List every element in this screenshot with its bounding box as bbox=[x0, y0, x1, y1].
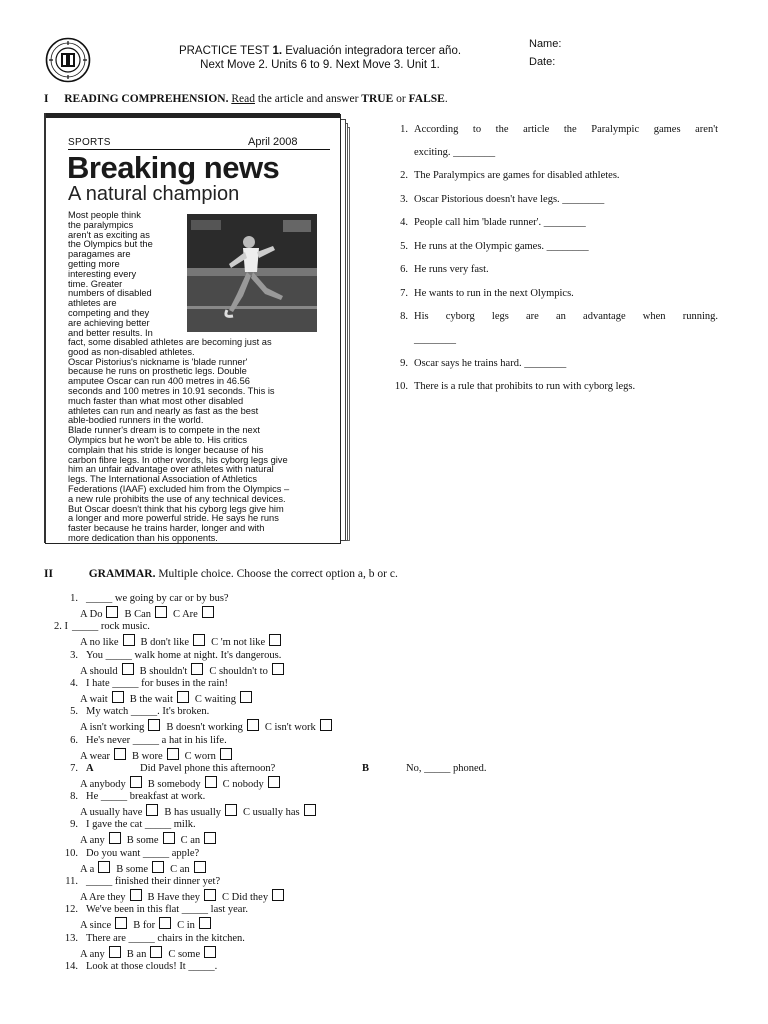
section-1-period: . bbox=[444, 93, 448, 105]
grammar-options bbox=[80, 861, 210, 876]
option-checkbox[interactable] bbox=[199, 917, 211, 929]
option-label: A anybody bbox=[80, 778, 126, 790]
option-label: C worn bbox=[184, 750, 216, 762]
article-line: the paralympics bbox=[68, 219, 134, 230]
option-label: C usually has bbox=[243, 807, 300, 819]
option-label: A usually have bbox=[80, 807, 143, 819]
grammar-question bbox=[44, 592, 229, 605]
article-section: SPORTS bbox=[68, 137, 111, 148]
grammar-question-number: 7. bbox=[70, 762, 78, 774]
tf-question-number: 2. bbox=[400, 170, 408, 181]
grammar-question-text: We've been in this flat _____ last year. bbox=[86, 904, 249, 916]
option-checkbox[interactable] bbox=[205, 776, 217, 788]
option-label: B shouldn't bbox=[139, 665, 188, 677]
grammar-question bbox=[44, 734, 227, 747]
clipping-top-edge bbox=[44, 113, 340, 118]
grammar-question-number: 8. bbox=[70, 791, 78, 803]
article-line: paragames are bbox=[68, 249, 131, 260]
article-line: are achieving better bbox=[68, 317, 150, 328]
article-subhead: A natural champion bbox=[68, 183, 240, 205]
option-checkbox[interactable] bbox=[148, 719, 160, 731]
tf-question-text: The Paralympics are games for disabled athletes. bbox=[414, 170, 620, 181]
grammar-question-number: 11. bbox=[65, 876, 78, 887]
option-label: A any bbox=[80, 835, 105, 847]
title-units: Next Move 2. Units 6 to 9. Next Move 3. Unit 1. bbox=[200, 59, 440, 71]
grammar-question-number: 14. bbox=[64, 960, 78, 972]
article-line: getting more bbox=[68, 258, 120, 269]
article-line: more dedication than his opponents. bbox=[68, 532, 218, 543]
option-label: A a bbox=[80, 863, 95, 875]
section-2-numeral: II bbox=[44, 568, 53, 580]
section-1-instruction: the article and answer bbox=[254, 93, 362, 105]
article-headline: Breaking news bbox=[67, 150, 280, 185]
tf-question-text: ________ bbox=[414, 334, 456, 345]
option-checkbox[interactable] bbox=[155, 606, 167, 618]
article-line: him an unfair advantage over athletes with natural bbox=[68, 464, 274, 475]
tf-question-number: 3. bbox=[400, 194, 408, 205]
option-checkbox[interactable] bbox=[320, 719, 332, 731]
option-checkbox[interactable] bbox=[150, 946, 162, 958]
option-label: C shouldn't to bbox=[209, 665, 268, 677]
article-line: a longer and more powerful stride. He says he runs bbox=[68, 513, 279, 524]
grammar-question-number: 13. bbox=[64, 932, 78, 944]
article-line: much faster than what most other disabled bbox=[68, 395, 244, 406]
option-checkbox[interactable] bbox=[269, 634, 281, 646]
tf-question-number: 1. bbox=[400, 124, 408, 135]
test-title bbox=[160, 44, 480, 72]
option-label: A isn't working bbox=[80, 722, 145, 734]
grammar-question-text: _____ rock music. bbox=[72, 621, 150, 633]
option-checkbox[interactable] bbox=[204, 889, 216, 901]
option-label: C isn't work bbox=[264, 722, 316, 734]
option-label: B wore bbox=[132, 750, 163, 762]
date-label: Date: bbox=[529, 56, 556, 68]
option-label: B some bbox=[126, 835, 159, 847]
tf-question-text: He wants to run in the next Olympics. bbox=[414, 288, 574, 299]
option-label: B the wait bbox=[129, 693, 173, 705]
article-line: and better results. In bbox=[68, 327, 153, 338]
grammar-options bbox=[80, 804, 320, 819]
tf-question-number: 10. bbox=[394, 381, 408, 392]
or-word: or bbox=[393, 93, 409, 105]
option-checkbox[interactable] bbox=[152, 861, 164, 873]
option-label: A wait bbox=[80, 693, 108, 705]
grammar-question-text: You _____ walk home at night. It's dangerous. bbox=[86, 649, 282, 661]
tf-question-text: His cyborg legs are an advantage when running. bbox=[414, 311, 718, 322]
grammar-question-number: 10. bbox=[64, 847, 78, 859]
option-label: B an bbox=[126, 948, 147, 960]
option-checkbox[interactable] bbox=[130, 776, 142, 788]
grammar-question bbox=[44, 818, 196, 831]
article-line: Olympics but he won't be able to. His critics bbox=[68, 434, 248, 445]
article-line: Oscar Pistorius's nickname is 'blade runner' bbox=[68, 356, 248, 367]
option-label: A should bbox=[80, 665, 118, 677]
option-label: C in bbox=[177, 920, 195, 932]
school-logo-icon bbox=[45, 37, 91, 83]
grammar-options bbox=[80, 748, 236, 763]
title-suffix: Evaluación integradora tercer año. bbox=[282, 45, 462, 57]
option-label: C 'm not like bbox=[211, 637, 266, 649]
section-2-title: GRAMMAR. bbox=[88, 568, 156, 580]
grammar-question bbox=[44, 677, 228, 690]
title-prefix: PRACTICE TEST bbox=[178, 45, 273, 57]
option-label: C Are bbox=[173, 609, 198, 620]
option-checkbox[interactable] bbox=[177, 691, 189, 703]
tf-question-list bbox=[388, 123, 718, 403]
grammar-question bbox=[44, 960, 217, 973]
grammar-question-text: Look at those clouds! It _____. bbox=[86, 960, 218, 972]
grammar-question-number: 12. bbox=[64, 904, 78, 916]
option-label: A Are they bbox=[80, 892, 126, 903]
option-checkbox[interactable] bbox=[204, 832, 216, 844]
tf-question-number: 6. bbox=[400, 264, 408, 275]
option-label: C waiting bbox=[194, 693, 237, 705]
option-checkbox[interactable] bbox=[122, 663, 134, 675]
article-date: April 2008 bbox=[248, 136, 298, 148]
option-checkbox[interactable] bbox=[272, 889, 284, 901]
grammar-question-number: 6. bbox=[70, 734, 78, 746]
grammar-question-text: I hate _____ for buses in the rain! bbox=[86, 677, 229, 689]
article-line: But Oscar doesn't think that his cyborg legs give him bbox=[68, 503, 284, 514]
newspaper-clipping bbox=[44, 113, 350, 545]
tf-question-text: He runs at the Olympic games. ________ bbox=[414, 241, 589, 252]
tf-question-text: According to the article the Paralympic games aren't bbox=[414, 124, 718, 135]
section-2-instruction: Multiple choice. Choose the correct option a, b or c. bbox=[155, 568, 398, 580]
tf-question-number: 4. bbox=[400, 217, 408, 228]
option-label: C an bbox=[180, 835, 201, 847]
option-checkbox[interactable] bbox=[240, 691, 252, 703]
option-label: C an bbox=[170, 863, 190, 875]
grammar-question bbox=[44, 932, 245, 945]
clipping-left-edge bbox=[44, 113, 46, 543]
option-checkbox[interactable] bbox=[112, 691, 124, 703]
option-label: A since bbox=[80, 920, 112, 932]
grammar-question bbox=[44, 790, 205, 803]
grammar-question-text: He's never _____ a hat in his life. bbox=[86, 734, 227, 746]
article-line: able-bodied runners in the world. bbox=[68, 415, 204, 426]
tf-question-text: People call him 'blade runner'. ________ bbox=[414, 217, 586, 228]
grammar-options bbox=[80, 832, 220, 847]
tf-question-number: 9. bbox=[400, 358, 408, 369]
grammar-options bbox=[80, 917, 215, 932]
section-2-heading bbox=[44, 568, 398, 580]
option-label: B has usually bbox=[164, 807, 221, 819]
article-line: athletes are bbox=[68, 298, 117, 309]
option-checkbox[interactable] bbox=[247, 719, 259, 731]
grammar-question-number: 1. bbox=[70, 593, 78, 604]
option-label: B Can bbox=[124, 609, 152, 620]
article-line: the Olympics but the bbox=[68, 239, 153, 250]
option-label: B doesn't working bbox=[166, 722, 243, 734]
title-number: 1. bbox=[272, 45, 283, 57]
grammar-question bbox=[44, 875, 220, 888]
grammar-question-text: My watch _____. It's broken. bbox=[86, 706, 210, 718]
tf-question-number: 8. bbox=[400, 311, 408, 322]
article-line: amputee Oscar can run 400 metres in 46.56 bbox=[68, 376, 250, 387]
article-line: carbon fibre legs. In other words, his cyborg legs give bbox=[68, 454, 288, 465]
grammar-question-text: There are _____ chairs in the kitchen. bbox=[86, 932, 245, 944]
option-checkbox[interactable] bbox=[191, 663, 203, 675]
option-checkbox[interactable] bbox=[194, 861, 206, 873]
grammar-question-text: Did Pavel phone this afternoon? bbox=[140, 762, 276, 774]
article-line: interesting every bbox=[68, 268, 137, 279]
article-line: a new rule prohibits the use of any technical devices. bbox=[68, 493, 286, 504]
grammar-question bbox=[44, 620, 150, 633]
option-checkbox[interactable] bbox=[109, 832, 121, 844]
tf-question-text: exciting. ________ bbox=[414, 147, 496, 158]
option-checkbox[interactable] bbox=[268, 776, 280, 788]
grammar-question-list bbox=[44, 592, 744, 1012]
grammar-question bbox=[44, 705, 209, 718]
option-label: A any bbox=[80, 948, 105, 960]
option-checkbox[interactable] bbox=[163, 832, 175, 844]
grammar-question bbox=[44, 762, 487, 775]
name-label: Name: bbox=[529, 38, 562, 50]
runner-photo bbox=[187, 214, 317, 332]
grammar-question bbox=[44, 903, 248, 916]
option-label: C nobody bbox=[222, 778, 264, 790]
grammar-options bbox=[80, 889, 288, 904]
option-checkbox[interactable] bbox=[115, 917, 127, 929]
grammar-question-text: No, _____ phoned. bbox=[406, 762, 487, 774]
false-word: FALSE bbox=[408, 93, 445, 105]
option-checkbox[interactable] bbox=[202, 606, 214, 618]
article-line: Blade runner's dream is to compete in the next bbox=[68, 425, 260, 436]
option-checkbox[interactable] bbox=[109, 946, 121, 958]
article-line: time. Greater bbox=[68, 278, 123, 289]
option-checkbox[interactable] bbox=[98, 861, 110, 873]
article-line: Federations (IAAF) excluded him from the Olympics – bbox=[68, 483, 290, 494]
grammar-question-text: _____ we going by car or by bus? bbox=[86, 593, 229, 604]
true-word: TRUE bbox=[361, 93, 394, 105]
option-checkbox[interactable] bbox=[130, 889, 142, 901]
option-label: B for bbox=[133, 920, 156, 932]
article-line: good as non-disabled athletes. bbox=[68, 346, 195, 357]
section-1-numeral: I bbox=[44, 93, 49, 105]
section-1-heading bbox=[44, 93, 448, 105]
article-line: competing and they bbox=[68, 307, 150, 318]
grammar-options bbox=[80, 663, 288, 678]
option-checkbox[interactable] bbox=[272, 663, 284, 675]
grammar-question-number: 3. bbox=[70, 649, 78, 661]
article-line: complain that his stride is longer because of his bbox=[68, 444, 264, 455]
option-label: B Have they bbox=[147, 892, 200, 903]
article-line: aren't as exciting as bbox=[68, 229, 150, 240]
tf-question-text: Oscar says he trains hard. ________ bbox=[414, 358, 567, 369]
article-line: faster because he trains harder, longer and with bbox=[68, 523, 265, 534]
tf-question-number: 7. bbox=[400, 288, 408, 299]
option-label: A Do bbox=[80, 609, 103, 620]
option-label: B don't like bbox=[140, 637, 190, 649]
grammar-question bbox=[44, 847, 199, 860]
grammar-question-text: I gave the cat _____ milk. bbox=[86, 819, 196, 831]
grammar-question-text: Do you want _____ apple? bbox=[86, 847, 200, 859]
grammar-question-number: 9. bbox=[70, 819, 78, 831]
tf-question-text: There is a rule that prohibits to run with cyborg legs. bbox=[414, 381, 636, 392]
article-line: Most people think bbox=[68, 210, 141, 220]
section-1-title: READING COMPREHENSION. bbox=[64, 93, 229, 105]
grammar-question-number: 2. I bbox=[54, 621, 68, 633]
option-checkbox[interactable] bbox=[123, 634, 135, 646]
option-checkbox[interactable] bbox=[193, 634, 205, 646]
grammar-question-text: He _____ breakfast at work. bbox=[86, 791, 206, 803]
option-checkbox[interactable] bbox=[304, 804, 316, 816]
tf-question-text: Oscar Pistorious doesn't have legs. ________ bbox=[414, 194, 605, 205]
article-body-narrow bbox=[68, 211, 180, 338]
grammar-question-text: _____ finished their dinner yet? bbox=[86, 876, 221, 887]
option-label: B somebody bbox=[147, 778, 201, 790]
article-body-wide bbox=[68, 338, 338, 544]
option-label: A no like bbox=[80, 637, 119, 649]
section-1-read: Read bbox=[231, 93, 255, 105]
article-line: legs. The International Association of Athletics bbox=[68, 474, 257, 485]
article-line: numbers of disabled bbox=[68, 288, 152, 299]
grammar-options bbox=[80, 691, 256, 706]
option-checkbox[interactable] bbox=[220, 748, 232, 760]
option-checkbox[interactable] bbox=[146, 804, 158, 816]
tf-question-text: He runs very fast. bbox=[414, 264, 489, 275]
option-checkbox[interactable] bbox=[204, 946, 216, 958]
article-line: athletes can run and nearly as fast as the best bbox=[68, 405, 259, 416]
grammar-options bbox=[80, 776, 284, 791]
option-checkbox[interactable] bbox=[114, 748, 126, 760]
grammar-options bbox=[80, 606, 218, 621]
option-label: C some bbox=[168, 948, 201, 960]
tf-question-number: 5. bbox=[400, 241, 408, 252]
grammar-options bbox=[80, 634, 285, 649]
option-label: A wear bbox=[80, 750, 111, 762]
grammar-options bbox=[80, 719, 336, 734]
option-label: B some bbox=[116, 863, 149, 875]
option-label: C Did they bbox=[222, 892, 269, 903]
article-line: seconds and 100 metres in 10.91 seconds. This is bbox=[68, 385, 275, 396]
article-line: fact, some disabled athletes are becoming just as bbox=[68, 337, 272, 347]
option-checkbox[interactable] bbox=[225, 804, 237, 816]
article-line: because he runs on prosthetic legs. Double bbox=[68, 366, 247, 377]
grammar-question-number: 5. bbox=[70, 706, 78, 718]
option-checkbox[interactable] bbox=[167, 748, 179, 760]
option-checkbox[interactable] bbox=[106, 606, 118, 618]
speaker-b: B bbox=[362, 762, 370, 774]
grammar-question bbox=[44, 649, 281, 662]
speaker-a: A bbox=[86, 762, 94, 774]
grammar-options bbox=[80, 946, 220, 961]
grammar-question-number: 4. bbox=[70, 677, 78, 689]
option-checkbox[interactable] bbox=[159, 917, 171, 929]
